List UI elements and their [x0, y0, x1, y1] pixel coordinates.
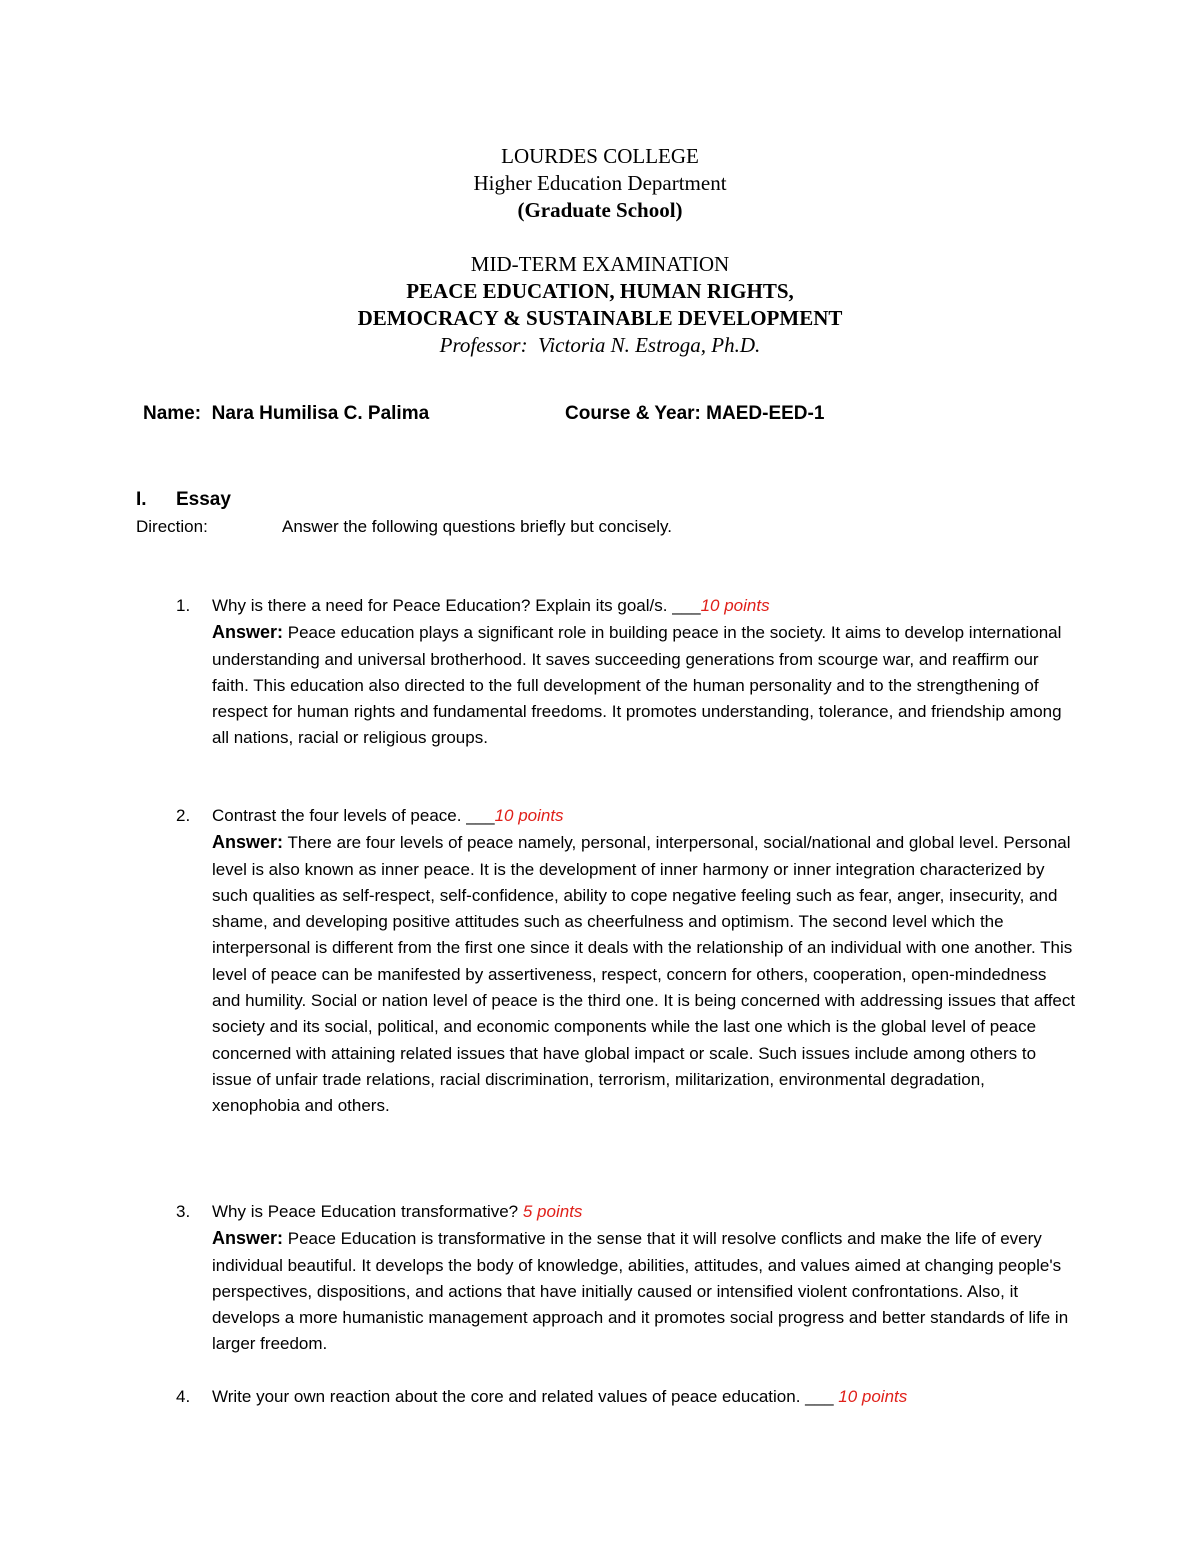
question-prompt: Why is Peace Education transformative? 5 points — [212, 1202, 583, 1221]
answer-label: Answer: — [212, 832, 284, 853]
course-value: MAED-EED-1 — [706, 403, 825, 424]
student-name-line — [143, 401, 429, 427]
question-points: 10 points — [838, 1387, 908, 1406]
question-points: 5 points — [522, 1202, 583, 1221]
direction-line — [136, 514, 672, 540]
department-name: Higher Education Department — [473, 171, 727, 195]
subject-title-line2: DEMOCRACY & SUSTAINABLE DEVELOPMENT — [357, 306, 843, 330]
section-title: Essay — [176, 489, 231, 510]
question-item — [176, 1384, 1076, 1410]
question-number: 3. — [176, 1202, 191, 1221]
exam-title: MID-TERM EXAMINATION — [470, 252, 730, 276]
answer-label: Answer: — [212, 1228, 284, 1249]
college-name: LOURDES COLLEGE — [501, 144, 699, 168]
question-answer — [212, 1225, 1076, 1357]
direction-text: Answer the following questions briefly but concisely. — [282, 517, 672, 536]
question-number: 1. — [176, 596, 191, 615]
answer-text: Peace Education is transformative in the sense that it will resolve conflicts and make the life of every individual beautiful. It develops the body of knowledge, abilities, attitudes, and values aimed at changing people's perspectives, dispositions, and actions that have initially caused or intensified violent confrontations. Also, it develops a more humanistic management approach and it promotes social progress and better standards of life in larger freedom. — [212, 1229, 1069, 1354]
answer-label: Answer: — [212, 622, 284, 643]
course-label: Course & Year: — [565, 403, 701, 424]
question-item — [176, 1199, 1076, 1358]
section-number: I. — [136, 489, 147, 510]
question-prompt: Contrast the four levels of peace. ___10 points — [212, 806, 564, 825]
question-answer — [212, 619, 1076, 751]
question-prompt: Write your own reaction about the core and related values of peace education. ___ 10 points — [212, 1387, 908, 1406]
question-item — [176, 803, 1076, 1120]
question-item — [176, 593, 1076, 752]
direction-label: Direction: — [136, 517, 208, 536]
question-number: 2. — [176, 806, 191, 825]
section-heading — [136, 487, 231, 513]
course-year-line — [565, 401, 824, 427]
answer-text: There are four levels of peace namely, personal, interpersonal, social/national and global level. Personal level is also known as inner peace. It is the development of inner harmony or inner integration characterized by such qualities as self-respect, self-confidence, ability to cope negative feeling such as fear, anger, insecurity, and shame, and developing positive attitudes such as cheerfulness and optimism. The second level which the interpersonal is different from the first one since it deals with the relationship of an individual with one another. This level of peace can be manifested by assertiveness, respect, concern for others, cooperation, open-mindedness and humility. Social or nation level of peace is the third one. It is being concerned with addressing issues that affect society and its social, political, and economic components while the last one which is the global level of peace concerned with attaining related issues that have global impact or scale. Such issues include among others to issue of unfair trade relations, racial discrimination, terrorism, militarization, environmental degradation, xenophobia and others. — [212, 833, 1076, 1116]
question-answer — [212, 829, 1076, 1119]
question-points: 10 points — [494, 806, 564, 825]
professor-line: Professor: Victoria N. Estroga, Ph.D. — [439, 333, 761, 357]
answer-text: Peace education plays a significant role in building peace in the society. It aims to develop international understanding and universal brotherhood. It saves succeeding generations from scourge war, and reaffirm our faith. This education also directed to the full development of the human personality and to the strengthening of respect for human rights and fundamental freedoms. It promotes understanding, tolerance, and friendship among all nations, racial or religious groups. — [212, 623, 1062, 748]
name-label: Name: — [143, 403, 202, 424]
question-number: 4. — [176, 1387, 191, 1406]
subject-title-line1: PEACE EDUCATION, HUMAN RIGHTS, — [406, 279, 794, 303]
question-points: 10 points — [700, 596, 770, 615]
question-prompt: Why is there a need for Peace Education? Explain its goal/s. ___10 points — [212, 596, 770, 615]
school-name: (Graduate School) — [517, 198, 683, 222]
document-header — [0, 143, 1200, 359]
name-value: Nara Humilisa C. Palima — [211, 403, 430, 424]
